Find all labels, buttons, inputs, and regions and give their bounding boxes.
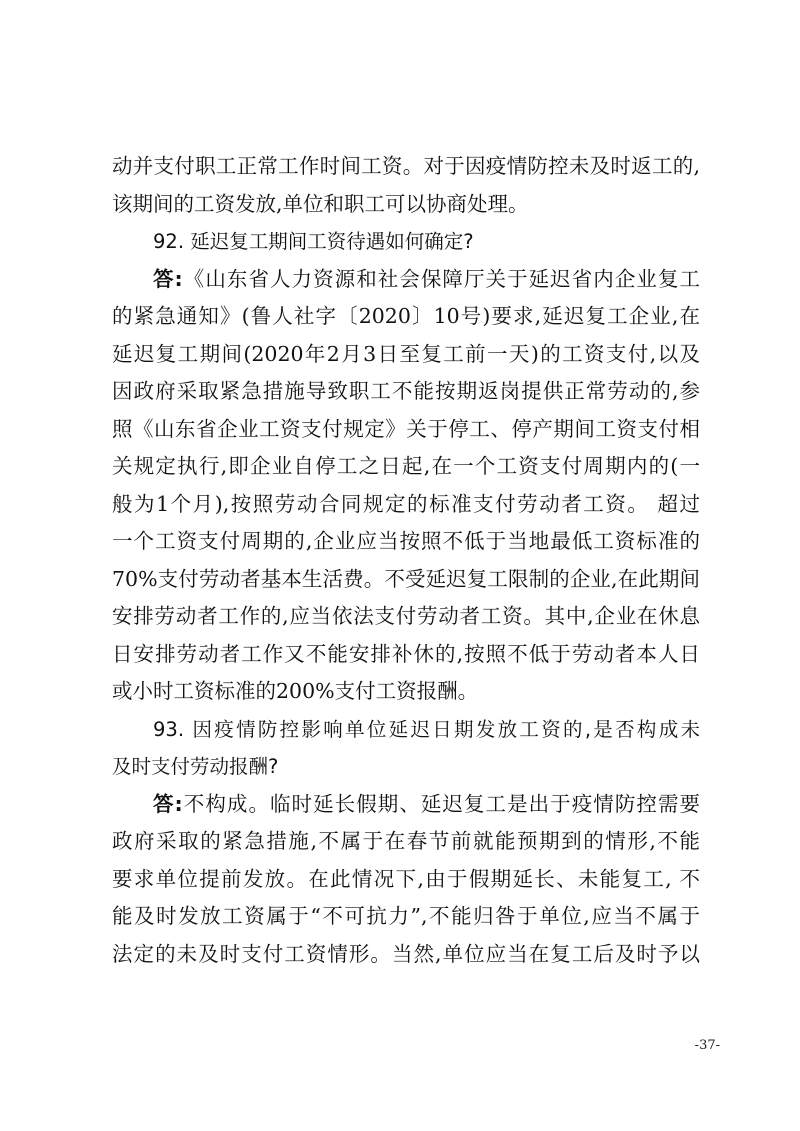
answer-93-first-line (112, 786, 700, 824)
question-93-heading: 93. 因疫情防控影响单位延迟日期发放工资的,是否构成未 (153, 717, 700, 741)
page-number: -37- (694, 1038, 720, 1053)
answer-label: 答: (153, 791, 183, 816)
answer-92-line: 70%支付劳动者基本生活费。不受延迟复工限制的企业,在此期间 (112, 566, 700, 591)
answer-93-line: 要求单位提前发放。在此情况下,由于假期延长、未能复工, 不 (112, 866, 700, 891)
answer-92-line: 安排劳动者工作的,应当依法支付劳动者工资。其中,企业在休息 (112, 604, 700, 628)
answer-text: 《山东省人力资源和社会保障厅关于延迟省内企业复工 (182, 266, 700, 291)
answer-92-line: 照《山东省企业工资支付规定》关于停工、停产期间工资支付相 (112, 416, 700, 441)
answer-92-line: 或小时工资标准的200%支付工资报酬。 (112, 679, 479, 703)
paragraph-line: 该期间的工资发放,单位和职工可以协商处理。 (112, 191, 529, 216)
answer-text: 不构成。临时延长假期、延迟复工是出于疫情防控需要 (182, 791, 700, 816)
answer-92-line: 关规定执行,即企业自停工之日起,在一个工资支付周期内的(一 (112, 454, 700, 478)
answer-label: 答: (153, 266, 183, 291)
answer-92-line: 一个工资支付周期的,企业应当按照不低于当地最低工资标准的 (112, 529, 700, 553)
answer-93-line: 能及时发放工资属于“不可抗力”,不能归咎于单位,应当不属于 (112, 904, 700, 928)
answer-92-first-line (112, 261, 700, 299)
question-92-heading: 92. 延迟复工期间工资待遇如何确定? (153, 230, 474, 253)
answer-93-line: 法定的未及时支付工资情形。当然,单位应当在复工后及时予以 (112, 941, 700, 966)
answer-92-line: 因政府采取紧急措施导致职工不能按期返岗提供正常劳动的,参 (112, 379, 700, 403)
document-body (112, 148, 700, 973)
answer-92-line: 延迟复工期间(2020年2月3日至复工前一天)的工资支付,以及 (112, 341, 700, 366)
answer-92-line: 的紧急通知》(鲁人社字〔2020〕10号)要求,延迟复工企业,在 (112, 304, 700, 328)
answer-92-line: 般为1个月),按照劳动合同规定的标准支付劳动者工资。 超过 (112, 491, 700, 516)
answer-93-line: 政府采取的紧急措施,不属于在春节前就能预期到的情形,不能 (112, 829, 700, 853)
question-93-heading-cont: 及时支付劳动报酬? (112, 755, 279, 778)
answer-92-line: 日安排劳动者工作又不能安排补休的,按照不低于劳动者本人日 (112, 641, 700, 666)
paragraph-line: 动并支付职工正常工作时间工资。对于因疫情防控未及时返工的, (112, 154, 700, 178)
